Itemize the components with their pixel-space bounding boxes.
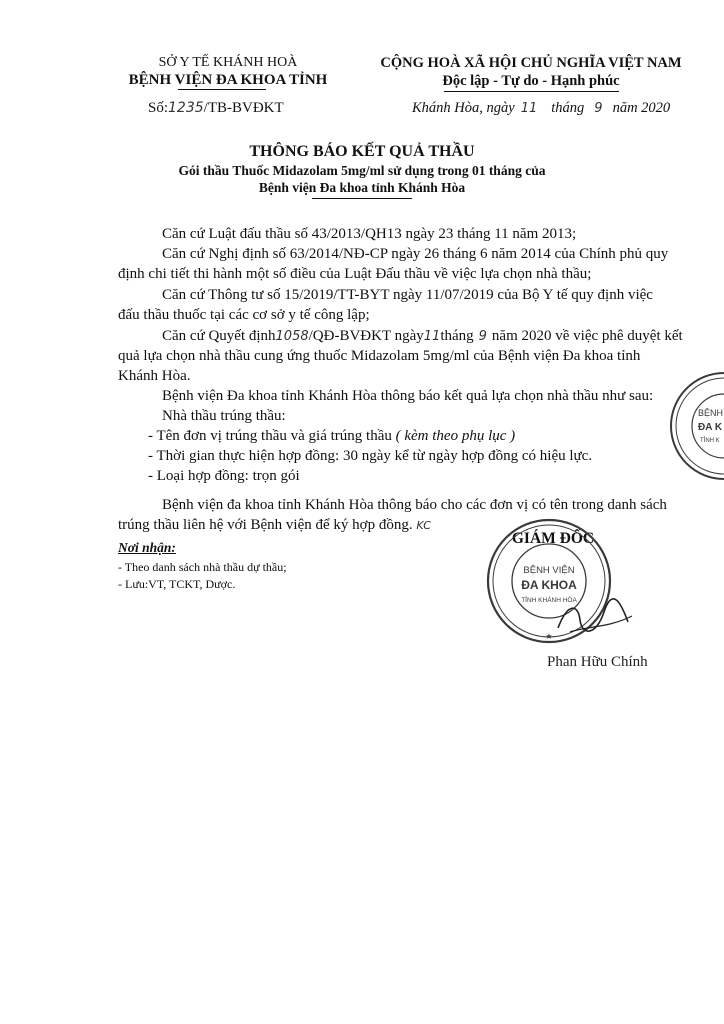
country-name: CỘNG HOÀ XÃ HỘI CHỦ NGHĨA VIỆT NAM bbox=[380, 55, 682, 71]
edge-seal-line3: TỈNH K bbox=[700, 438, 720, 444]
title-underline bbox=[312, 198, 412, 199]
basis-circular-line1: Căn cứ Thông tư số 15/2019/TT-BYT ngày 11/07/2019 của Bộ Y tế quy định việc bbox=[162, 287, 653, 303]
issue-date: Khánh Hòa, ngày 11 tháng 9 năm 2020 bbox=[412, 100, 671, 116]
basis-circular-line2: đấu thầu thuốc tại các cơ sở y tế công lập; bbox=[118, 307, 370, 323]
date-month-handwritten: 9 bbox=[594, 101, 603, 116]
bullet-winner-and-price: - Tên đơn vị trúng thầu và giá trúng thầu ( kèm theo phụ lục ) bbox=[148, 428, 516, 444]
basis-decree-line1: Căn cứ Nghị định số 63/2014/NĐ-CP ngày 26 tháng 6 năm 2014 của Chính phủ quy bbox=[162, 246, 669, 262]
basis-decision-line3: Khánh Hòa. bbox=[118, 368, 191, 384]
basis-decision-line1: Căn cứ Quyết định1058/QĐ-BVĐKT ngày11tháng 9 năm 2020 về việc phê duyệt kết bbox=[162, 328, 683, 344]
signer-name: Phan Hữu Chính bbox=[547, 654, 648, 670]
header-left-underline bbox=[178, 89, 266, 90]
edge-seal-fragment bbox=[666, 370, 724, 482]
recipient-line1: - Theo danh sách nhà thầu dự thầu; bbox=[118, 560, 287, 574]
closing-line1: Bệnh viện đa khoa tỉnh Khánh Hòa thông báo cho các đơn vị có tên trong danh sách bbox=[162, 497, 667, 513]
closing-line2: trúng thầu liên hệ với Bệnh viện để ký hợp đồng. KC bbox=[118, 517, 431, 533]
winning-contractor-label: Nhà thầu trúng thầu: bbox=[162, 408, 286, 424]
decision-day-handwritten: 11 bbox=[423, 329, 441, 344]
department-name: SỞ Y TẾ KHÁNH HOÀ bbox=[158, 55, 298, 70]
edge-seal-line2: ĐA K bbox=[698, 422, 723, 433]
announcement-intro: Bệnh viện Đa khoa tỉnh Khánh Hòa thông báo kết quả lựa chọn nhà thầu như sau: bbox=[162, 388, 654, 404]
signer-title: GIÁM ĐỐC bbox=[511, 530, 595, 547]
bullet-contract-type: - Loại hợp đồng: trọn gói bbox=[148, 468, 300, 484]
basis-decree-line2: định chi tiết thi hành một số điều của Luật Đấu thầu về việc lựa chọn nhà thầu; bbox=[118, 266, 592, 282]
hospital-name: BỆNH VIỆN ĐA KHOA TỈNH bbox=[128, 72, 328, 88]
svg-text:★: ★ bbox=[545, 632, 553, 641]
appendix-note: ( kèm theo phụ lục ) bbox=[395, 428, 516, 444]
motto-underline bbox=[444, 91, 619, 92]
seal-line1: BỆNH VIỆN bbox=[523, 565, 575, 576]
initials-handwritten: KC bbox=[416, 519, 431, 532]
signature-scribble bbox=[548, 592, 638, 642]
recipient-line2: - Lưu:VT, TCKT, Dược. bbox=[118, 577, 236, 591]
basis-decision-line2: quả lựa chọn nhà thầu cung ứng thuốc Midazolam 5mg/ml của Bệnh viện Đa khoa tỉnh bbox=[118, 348, 641, 364]
date-day-handwritten: 11 bbox=[520, 101, 538, 116]
document-subtitle-line2: Bệnh viện Đa khoa tỉnh Khánh Hòa bbox=[258, 180, 466, 195]
document-number-handwritten: 1235 bbox=[168, 100, 204, 116]
document-number: Số:1235/TB-BVĐKT bbox=[148, 100, 284, 116]
seal-line3: TỈNH KHÁNH HÒA bbox=[521, 597, 577, 604]
document-subtitle-line1: Gói thầu Thuốc Midazolam 5mg/ml sử dụng trong 01 tháng của bbox=[178, 163, 546, 178]
bullet-contract-duration: - Thời gian thực hiện hợp đồng: 30 ngày kể từ ngày hợp đồng có hiệu lực. bbox=[148, 448, 593, 464]
recipients-label: Nơi nhận: bbox=[118, 540, 176, 555]
seal-line2: ĐA KHOA bbox=[521, 578, 577, 592]
motto: Độc lập - Tự do - Hạnh phúc bbox=[442, 73, 620, 89]
document-title: THÔNG BÁO KẾT QUẢ THẦU bbox=[249, 143, 475, 160]
decision-number-handwritten: 1058 bbox=[275, 329, 309, 344]
decision-month-handwritten: 9 bbox=[478, 329, 487, 344]
edge-seal-line1: BỆNH bbox=[698, 408, 724, 418]
basis-law: Căn cứ Luật đấu thầu số 43/2013/QH13 ngày 23 tháng 11 năm 2013; bbox=[162, 226, 577, 242]
